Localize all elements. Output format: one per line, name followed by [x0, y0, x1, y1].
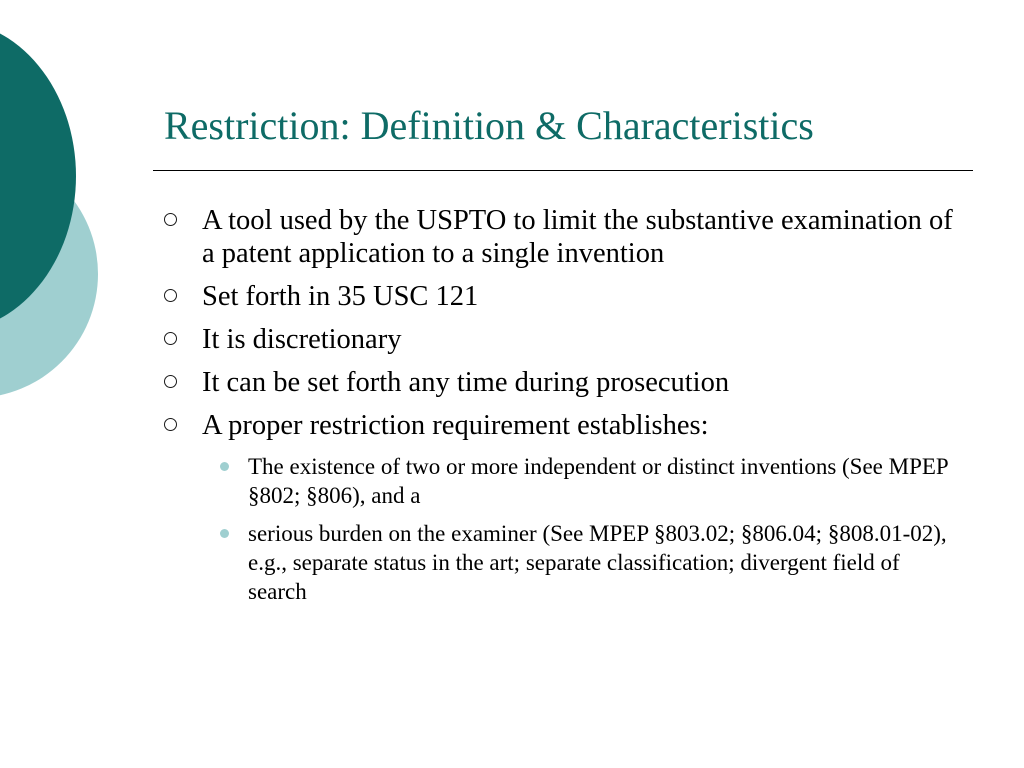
bullet-item: [164, 280, 964, 313]
hollow-circle-bullet-icon: [164, 289, 177, 302]
bullet-item: [164, 204, 964, 270]
hollow-circle-bullet-icon: [164, 375, 177, 388]
bullet-text: A proper restriction requirement establishes:: [202, 410, 709, 441]
title-divider: [153, 170, 973, 171]
sub-bullet-item: [164, 519, 964, 606]
hollow-circle-bullet-icon: [164, 418, 177, 431]
hollow-circle-bullet-icon: [164, 213, 177, 226]
hollow-circle-bullet-icon: [164, 332, 177, 345]
bullet-text: It can be set forth any time during prosecution: [202, 367, 730, 398]
filled-dot-bullet-icon: [220, 462, 229, 471]
sub-bullet-text: serious burden on the examiner (See MPEP §803.02; §806.04; §808.01-02), e.g., separate status in the art; separate classification; divergent field of search: [248, 521, 947, 604]
bullet-text: A tool used by the USPTO to limit the substantive examination of a patent application to a single invention: [202, 205, 953, 269]
slide-body: [164, 204, 964, 615]
bullet-item: [164, 323, 964, 356]
sub-bullet-item: [164, 452, 964, 510]
slide-title: Restriction: Definition & Characteristics: [164, 103, 814, 148]
bullet-item: [164, 409, 964, 442]
bullet-text: It is discretionary: [202, 324, 402, 355]
sub-bullet-text: The existence of two or more independent or distinct inventions (See MPEP §802; §806), and a: [248, 454, 948, 508]
bullet-item: [164, 366, 964, 399]
sub-bullet-list: [164, 452, 964, 606]
filled-dot-bullet-icon: [220, 529, 229, 538]
bullet-text: Set forth in 35 USC 121: [202, 281, 479, 312]
